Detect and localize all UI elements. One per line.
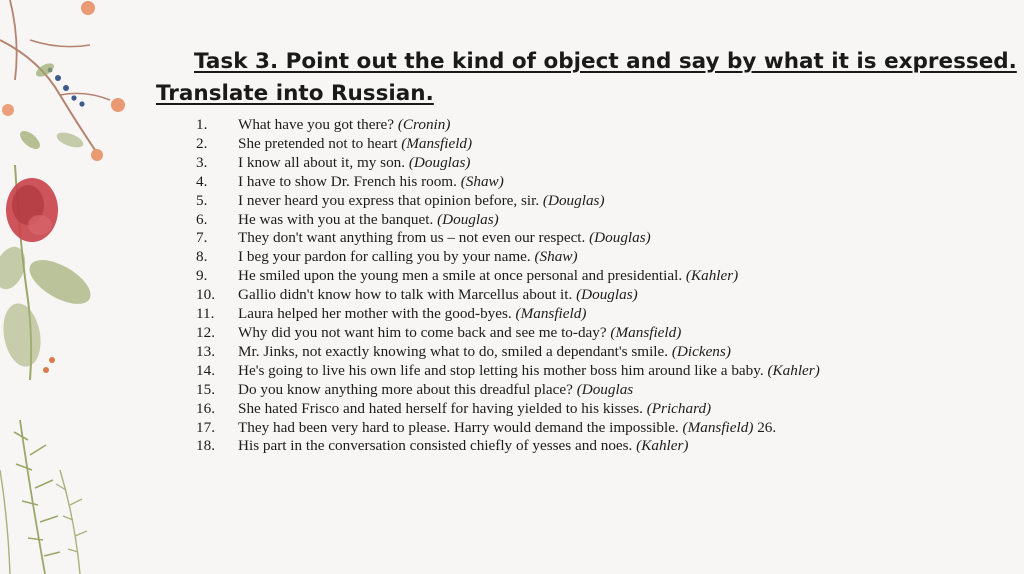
item-source: (Kahler): [685, 267, 739, 285]
list-item: [196, 400, 820, 419]
list-item: [196, 343, 820, 362]
item-text: Why did you not want him to come back and see me to-day? (Mansfield): [238, 323, 682, 341]
item-source: (Kahler): [636, 437, 689, 455]
list-item: [196, 229, 820, 248]
item-source: (Douglas): [437, 210, 499, 228]
item-source: (Shaw): [460, 172, 504, 190]
item-number: 2.: [196, 134, 208, 152]
item-number: 11.: [196, 305, 215, 323]
item-source: (Douglas: [576, 380, 634, 398]
item-text: What have you got there? (Cronin): [238, 116, 451, 133]
item-text: I know all about it, my son. (Douglas): [238, 153, 471, 171]
item-number: 17.: [196, 418, 215, 436]
list-item: [196, 248, 820, 267]
item-text: He smiled upon the young men a smile at once personal and presidential. (Kahler): [238, 267, 739, 285]
item-source: (Douglas): [542, 191, 605, 209]
list-item: [196, 267, 820, 286]
item-source: (Douglas): [408, 153, 471, 171]
item-number: 1.: [196, 116, 208, 133]
list-item: [196, 211, 820, 230]
item-number: 18.: [196, 437, 215, 455]
item-text: His part in the conversation consisted chiefly of yesses and noes. (Kahler): [238, 437, 689, 455]
item-number: 13.: [196, 342, 215, 360]
item-source: (Mansfield): [515, 305, 587, 323]
item-text: They had been very hard to please. Harry would demand the impossible. (Mansfield) 26.: [238, 418, 777, 436]
item-text: She hated Frisco and hated herself for having yielded to his kisses. (Prichard): [238, 399, 712, 417]
sentence-list: [196, 116, 820, 456]
item-number: 10.: [196, 286, 215, 304]
title-line-1: Task 3. Point out the kind of object and say by what it is expressed.: [194, 49, 1017, 74]
list-item: [196, 116, 820, 135]
item-source: (Dickens): [671, 342, 731, 360]
list-item: [196, 305, 820, 324]
item-text: He's going to live his own life and stop letting his mother boss him around like a baby. (Kahler): [238, 361, 820, 379]
title-line-2: Translate into Russian.: [156, 81, 434, 106]
item-number: 3.: [196, 153, 208, 171]
item-number: 14.: [196, 361, 215, 379]
list-item: [196, 419, 820, 438]
item-number: 4.: [196, 172, 208, 190]
item-source: (Kahler): [767, 361, 820, 379]
item-number: 6.: [196, 210, 208, 228]
list-item: [196, 362, 820, 381]
item-number: 16.: [196, 399, 215, 417]
item-source: (Cronin): [397, 116, 451, 133]
list-item: [196, 192, 820, 211]
list-item: [196, 154, 820, 173]
item-number: 12.: [196, 323, 215, 341]
item-source: (Douglas): [576, 286, 638, 304]
item-number: 15.: [196, 380, 215, 398]
item-text: I beg your pardon for calling you by your name. (Shaw): [238, 248, 578, 266]
item-number: 9.: [196, 267, 208, 285]
item-text: She pretended not to heart (Mansfield): [238, 134, 473, 152]
list-item: [196, 437, 820, 456]
item-text: I never heard you express that opinion before, sir. (Douglas): [238, 191, 605, 209]
list-item: [196, 135, 820, 154]
item-source: (Douglas): [589, 229, 651, 247]
list-item: [196, 381, 820, 400]
page-title: [0, 46, 1024, 110]
item-text: Mr. Jinks, not exactly knowing what to do, smiled a dependant's smile. (Dickens): [238, 342, 731, 360]
item-number: 7.: [196, 229, 208, 247]
item-source: (Mansfield): [682, 418, 754, 436]
item-source: (Shaw): [534, 248, 578, 266]
list-item: [196, 173, 820, 192]
item-text: Gallio didn't know how to talk with Marcellus about it. (Douglas): [238, 286, 638, 304]
item-source: (Mansfield): [401, 134, 473, 152]
item-text: They don't want anything from us – not even our respect. (Douglas): [238, 229, 651, 247]
list-item: [196, 286, 820, 305]
item-text: Laura helped her mother with the good-byes. (Mansfield): [238, 305, 587, 323]
item-source: (Mansfield): [610, 323, 682, 341]
item-source: (Prichard): [646, 399, 712, 417]
item-text: Do you know anything more about this dreadful place? (Douglas: [238, 380, 634, 398]
item-number: 5.: [196, 191, 208, 209]
list-item: [196, 324, 820, 343]
item-text: He was with you at the banquet. (Douglas): [238, 210, 499, 228]
item-number: 8.: [196, 248, 208, 266]
item-text: I have to show Dr. French his room. (Shaw): [238, 172, 504, 190]
